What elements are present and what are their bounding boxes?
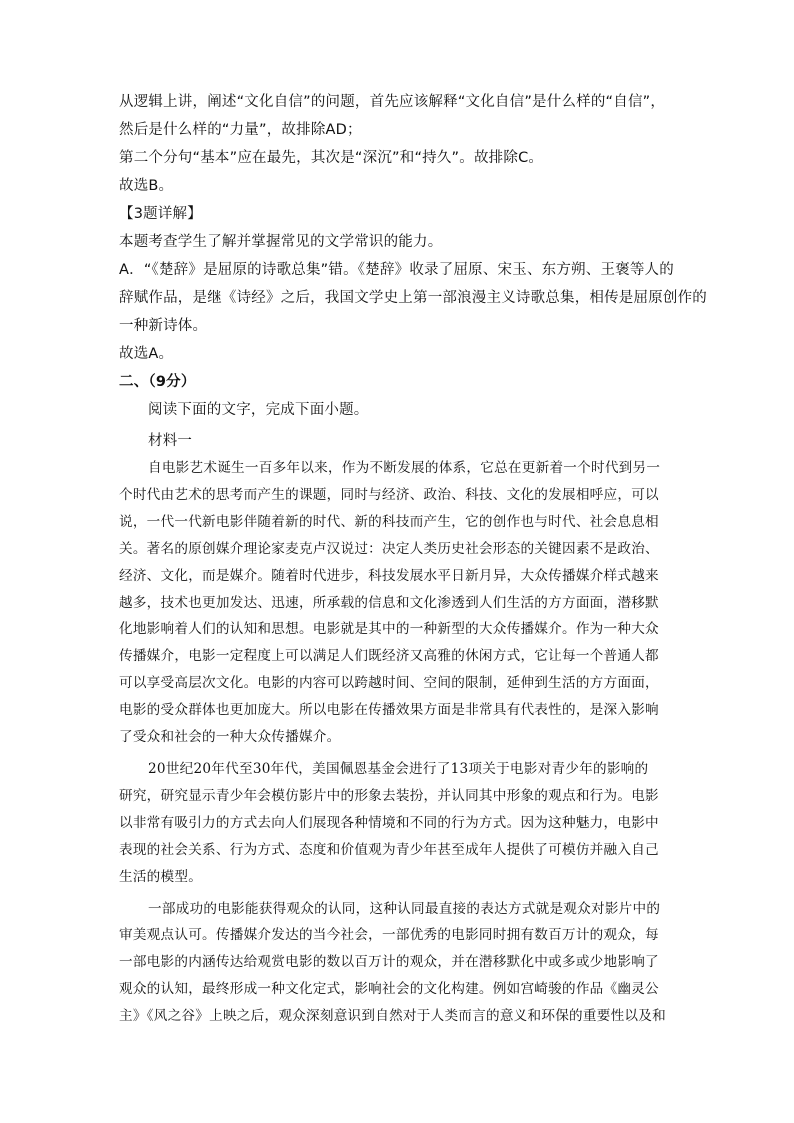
document-page xyxy=(119,88,707,1030)
answer-line: 然后是什么样的“力量”，故排除AD； xyxy=(119,122,362,138)
material-line: 电影的受众群体也更加庞大。所以电影在传播效果方面是非常具有代表性的，是深入影响 xyxy=(119,702,659,719)
material-line: 自电影艺术诞生一百多年以来，作为不断发展的体系，它总在更新着一个时代到另一 xyxy=(148,460,661,476)
material-line: 越多，技术也更加发达、迅速，所承载的信息和文化渗透到人们生活的方方面面，潜移默 xyxy=(119,594,659,611)
material-line: 观众的认知，最终形成一种文化定式，影响社会的文化构建。例如宫崎骏的作品《幽灵公 xyxy=(119,981,659,998)
answer-line: 故选B。 xyxy=(119,178,174,194)
material-paragraph-1 xyxy=(119,455,679,751)
answer-line: 第二个分句“基本”应在最先，其次是“深沉”和“持久”。故排除C。 xyxy=(119,150,544,166)
q3-line: 一种新诗体。 xyxy=(119,318,208,334)
q3-line: 辞赋作品，是继《诗经》之后，我国文学史上第一部浪漫主义诗歌总集，相传是屈原创作的 xyxy=(119,290,707,306)
material-paragraph-2 xyxy=(119,756,679,891)
material-line: 审美观点认可。传播媒介发达的当今社会，一部优秀的电影同时拥有数百万计的观众，每 xyxy=(119,927,659,944)
material-line: 研究，研究显示青少年会模仿影片中的形象去装扮，并认同其中形象的观点和行为。电影 xyxy=(119,787,659,804)
material-label: 材料一 xyxy=(148,433,193,449)
q3-heading: 【3题详解】 xyxy=(119,206,202,222)
material-line: 可以享受高层次文化。电影的内容可以跨越时间、空间的限制，延伸到生活的方方面面， xyxy=(119,675,659,692)
material-line: 主》《风之谷》上映之后，观众深刻意识到自然对于人类而言的意义和环保的重要性以及和 xyxy=(119,1008,666,1025)
section-instruction: 阅读下面的文字，完成下面小题。 xyxy=(148,402,369,418)
material-line: 生活的模型。 xyxy=(119,868,203,885)
q3-line: 故选A。 xyxy=(119,346,174,362)
q3-line: A．“《楚辞》是屈原的诗歌总集”错。《楚辞》收录了屈原、宋玉、东方朔、王褒等人的 xyxy=(119,262,674,278)
section-heading: 二、（9分） xyxy=(119,374,196,390)
material-line: 表现的社会关系、行为方式、态度和价值观为青少年甚至成年人提供了可模仿并融入自己 xyxy=(119,841,659,858)
material-line: 以非常有吸引力的方式去向人们展现各种情境和不同的行为方式。因为这种魅力，电影中 xyxy=(119,814,659,831)
material-line: 个时代由艺术的思考而产生的课题，同时与经济、政治、科技、文化的发展相呼应，可以 xyxy=(119,486,659,503)
q3-line: 本题考查学生了解并掌握常见的文学常识的能力。 xyxy=(119,234,443,250)
material-line: 了受众和社会的一种大众传播媒介。 xyxy=(119,729,341,746)
material-line: 关。著名的原创媒介理论家麦克卢汉说过：决定人类历史社会形态的关键因素不是政治、 xyxy=(119,540,659,557)
material-line: 化地影响着人们的认知和思想。电影就是其中的一种新型的大众传播媒介。作为一种大众 xyxy=(119,621,659,638)
material-line: 一部成功的电影能获得观众的认同，这种认同最直接的表达方式就是观众对影片中的 xyxy=(148,900,661,917)
material-line: 经济、文化，而是媒介。随着时代进步，科技发展水平日新月异，大众传播媒介样式越来 xyxy=(119,567,659,584)
answer-line: 从逻辑上讲，阐述“文化自信”的问题，首先应该解释“文化自信”是什么样的“自信”， xyxy=(119,94,666,110)
material-line: 20世纪20年代至30年代，美国佩恩基金会进行了13项关于电影对青少年的影响的 xyxy=(148,760,649,777)
material-line: 传播媒介，电影一定程度上可以满足人们既经济又高雅的休闲方式，它让每一个普通人都 xyxy=(119,648,659,665)
material-line: 一部电影的内涵传达给观赏电影的数以百万计的观众，并在潜移默化中或多或少地影响了 xyxy=(119,954,659,971)
material-paragraph-3 xyxy=(119,896,679,1031)
material-line: 说，一代一代新电影伴随着新的时代、新的科技而产生，它的创作也与时代、社会息息相 xyxy=(119,513,659,530)
